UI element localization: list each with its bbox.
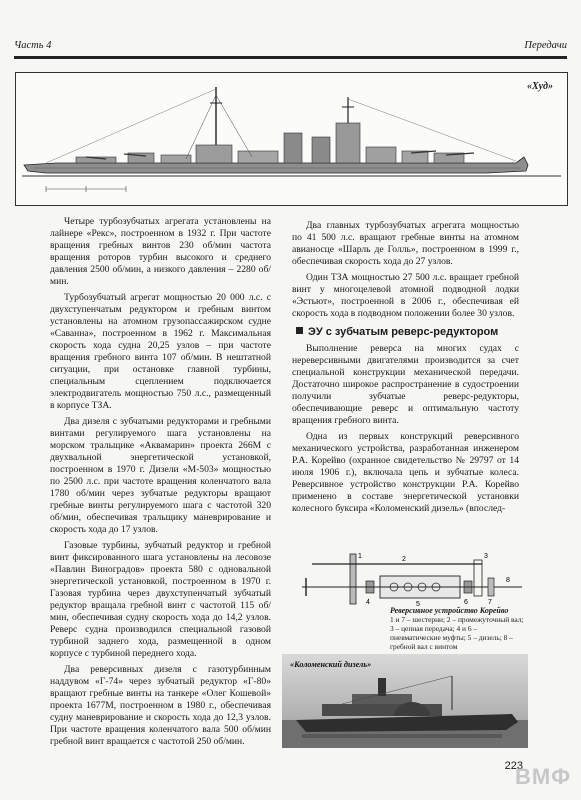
diagram-label: 8 [506, 577, 510, 584]
diagram-title: Реверсивное устройство Корейво [390, 606, 509, 615]
paragraph: Два реверсивных дизеля с газотурбинным наддувом «Г-74» через зубчатый редуктор «Г-80» вращают гребные винты на танкере «Олег Кошевой» проекта 1677М, построенном в 1980 г., обеспечивая судну маневрирование и скорость хода до 12,3 узлов. При частоте вращения коленчатого вала 500 об/мин гребной винт вращается с частотой 250 об/мин. [50, 664, 271, 747]
diagram-label: 3 [484, 553, 488, 560]
paragraph: Турбозубчатый агрегат мощностью 20 000 л.с. с двухступенчатым редуктором и гребным винтом установлены на атомном грузопассажирском судне «Саванна», построенном в 1962 г. Максимальная скорость хода судна 20,25 узлов – при частоте вращения гребного винта 107 об/мин. В нештатной ситуации, при остановке главной турбины, специальным сцеплением подключается электродвигатель мощностью 750 л.с., размещенный в корпусе ТЗА. [50, 292, 271, 411]
ship-drawing-frame [15, 72, 568, 206]
diagram-label: 6 [464, 599, 468, 606]
running-head-part: Часть 4 [14, 40, 52, 51]
diagram-label: 7 [488, 599, 492, 606]
paragraph: Два дизеля с зубчатыми редукторами и гребными винтами регулируемого шага установлены на морском тральщике «Аквамарин» проекта 266М с двухвальной энергетической установкой, построенном в 1970 г. Дизели «М-503» мощностью по 2500 л.с. при частоте вращения коленчатого вала 1780 об/мин через зубчатые редукторы вращают гребные винты регулируемого шага с частотой 320 об/мин, обеспечивая тральщику маневрирование и скорость хода до 17 узлов. [50, 416, 271, 535]
diagram-label: 5 [416, 601, 420, 608]
running-head-section: Передачи [524, 40, 567, 51]
diagram-caption [390, 606, 526, 651]
diagram-label: 4 [366, 599, 370, 606]
diagram-label: 2 [402, 556, 406, 563]
page-header [14, 40, 567, 54]
page-number: 223 [504, 760, 523, 772]
figure-caption: «Худ» [526, 81, 553, 92]
paragraph: Одна из первых конструкций реверсивного механического устройства, разработанная инженером Р.А. Корейво (охранное свидетельство № 29797 от 14 июля 1906 г.), включала цепь и зубчатые колеса. Реверсивное устройство конструкции Р.А. Корейво применено в составе энергетической установки колесного буксира «Коломенский дизель» (впослед- [292, 431, 519, 514]
paragraph: Один ТЗА мощностью 27 500 л.с. вращает гребной винт у многоцелевой атомной подводной лодки «Эстьют», построенной в 2006 г., обеспечивая ей скорость хода в подводном положении более 30 узлов. [292, 272, 519, 319]
photo-caption: «Коломенский дизель» [290, 660, 372, 669]
paragraph: Выполнение реверса на многих судах с нереверсивными двигателями производится за счет специальной конструкции механической передачи. Достаточно широкое распространение в судостроении получили зубчатые реверс-редукторы, обеспечивающие реверс и оптимальную частоту вращения гребного винта. [292, 343, 519, 426]
paragraph: Четыре турбозубчатых агрегата установлены на лайнере «Рекс», построенном в 1932 г. При частоте вращения гребных винтов 230 об/мин частота вращения роторов турбин высокого и среднего давления 2500 об/мин, а низкого давления – 2280 об/мин. [50, 216, 271, 287]
diagram-legend: 1 и 7 – шестерни; 2 – промежуточный вал; 3 – цепная передача; 4 и 6 – пневматические муфты; 5 – дизель; 8 – гребной вал с винтом [390, 615, 524, 651]
battlecruiser-illustration [16, 73, 567, 205]
paragraph: Газовые турбины, зубчатый редуктор и гребной винт фиксированного шага установлены на лесовозе «Павлин Виноградов» проекта 580 с одновальной энергетической установкой, построенном в 1970 г. Газовая турбина через двухступенчатый зубчатый редуктор вращала гребной винт с частотой 115 об/мин, обеспечивая судну скорость хода до 14,2 узлов. Реверс судна производился специальной газовой турбиной заднего хода, размещенной в одном корпусе с турбиной переднего хода. [50, 540, 271, 659]
paragraph: Два главных турбозубчатых агрегата мощностью по 41 500 л.с. вращают гребные винты на атомном авианосце «Шарль де Голль», построенном в 1999 г., обеспечивая скорость хода до 27 узлов. [292, 220, 519, 267]
tugboat-photo [282, 654, 528, 748]
watermark-logo: ВМФ [515, 764, 571, 789]
right-text-column [292, 220, 519, 519]
reversing-device-diagram [292, 548, 524, 652]
header-rule [14, 56, 567, 59]
diagram-label: 1 [358, 553, 362, 560]
left-text-column [50, 216, 271, 752]
section-heading: ЭУ с зубчатым реверс-редуктором [296, 326, 519, 338]
